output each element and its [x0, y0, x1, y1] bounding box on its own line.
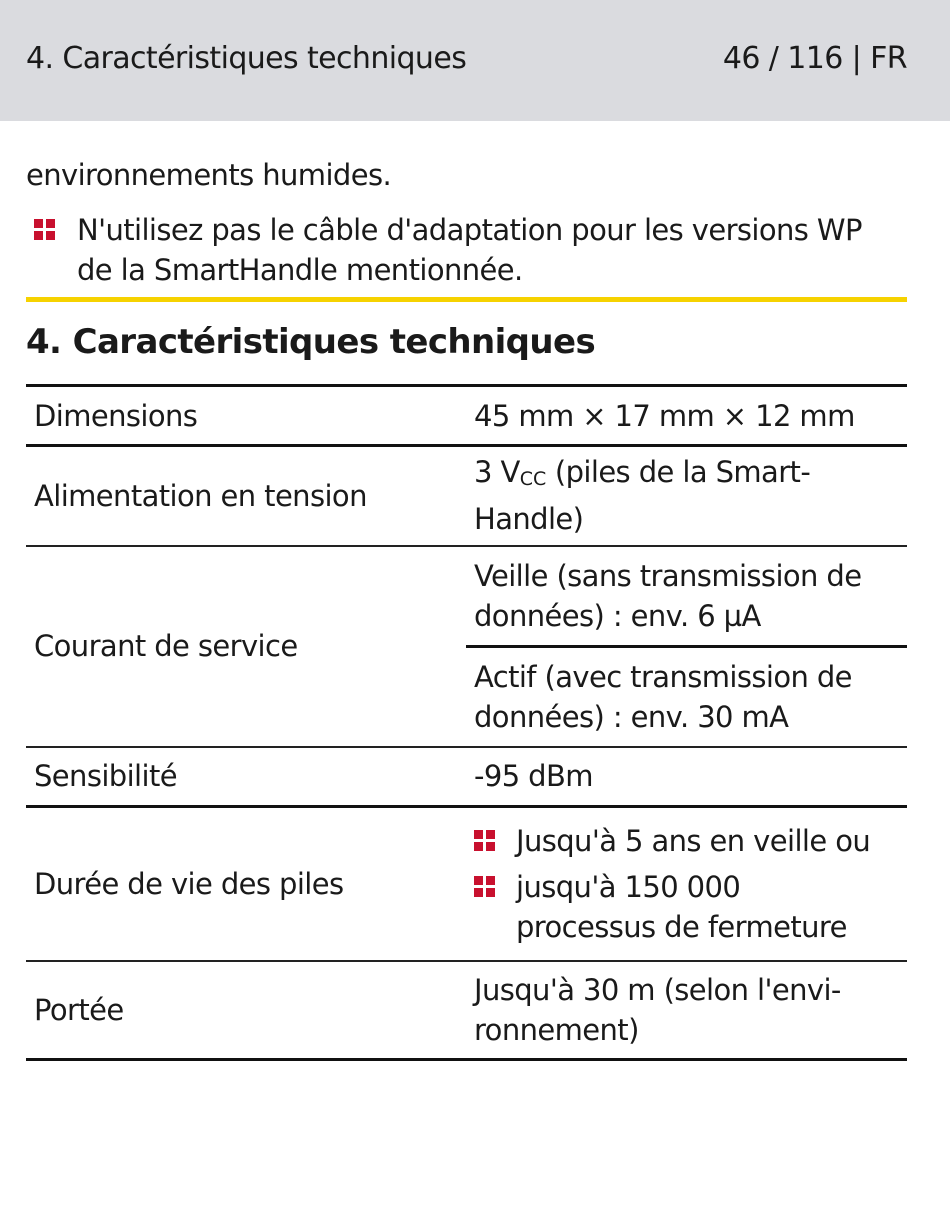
spec-label: Portée — [26, 961, 466, 1060]
note-item — [26, 210, 906, 290]
list-item-text: processus de fermeture — [516, 909, 847, 944]
spec-value — [466, 807, 907, 961]
value-part: Actif (avec transmission de — [474, 659, 852, 694]
list-item-text: Jusqu'à 5 ans en veille ou — [516, 823, 871, 858]
spec-label: Alimentation en tension — [26, 446, 466, 546]
spec-label: Dimensions — [26, 386, 466, 446]
note-text — [77, 210, 906, 290]
table-row — [26, 546, 907, 647]
red-square-bullet-icon — [474, 876, 496, 898]
spec-label: Courant de service — [26, 546, 466, 747]
table-row — [26, 961, 907, 1060]
table-row — [26, 386, 907, 446]
header-title: 4. Caractéristiques techniques — [26, 41, 467, 76]
red-square-bullet-icon — [474, 830, 496, 852]
value-part: Veille (sans transmission de — [474, 558, 862, 593]
note-line: N'utilisez pas le câble d'adaptation pour les versions WP — [77, 213, 862, 247]
table-row — [26, 747, 907, 807]
value-part: Jusqu'à 30 m (selon l'envi- — [474, 972, 841, 1007]
value-part: ronnement) — [474, 1012, 639, 1047]
spec-label: Sensibilité — [26, 747, 466, 807]
note-line: de la SmartHandle mentionnée. — [77, 253, 523, 287]
value-part: Handle) — [474, 502, 584, 537]
page-number: 46 / 116 | FR — [722, 41, 907, 76]
section-title: 4. Caractéristiques techniques — [26, 322, 596, 362]
spec-table — [26, 384, 907, 1061]
table-row — [26, 807, 907, 961]
battery-life-list — [466, 821, 907, 947]
table-row — [26, 446, 907, 546]
value-part: données) : env. 6 µA — [474, 598, 761, 633]
spec-label: Durée de vie des piles — [26, 807, 466, 961]
spec-value: 45 mm × 17 mm × 12 mm — [466, 386, 907, 446]
spec-value — [466, 647, 907, 747]
value-part: (piles de la Smart- — [546, 455, 811, 490]
value-part: 3 V — [474, 455, 520, 490]
list-item — [466, 867, 907, 947]
page-header — [0, 0, 950, 121]
spec-value — [466, 446, 907, 546]
value-part: données) : env. 30 mA — [474, 699, 789, 734]
list-item-text: jusqu'à 150 000 — [516, 869, 741, 904]
list-item — [466, 821, 907, 861]
section-divider — [26, 297, 907, 302]
value-subscript: CC — [519, 468, 547, 491]
intro-text: environnements humides. — [26, 158, 392, 192]
red-square-bullet-icon — [34, 219, 56, 241]
spec-value — [466, 546, 907, 647]
spec-value — [466, 961, 907, 1060]
spec-value: -95 dBm — [466, 747, 907, 807]
